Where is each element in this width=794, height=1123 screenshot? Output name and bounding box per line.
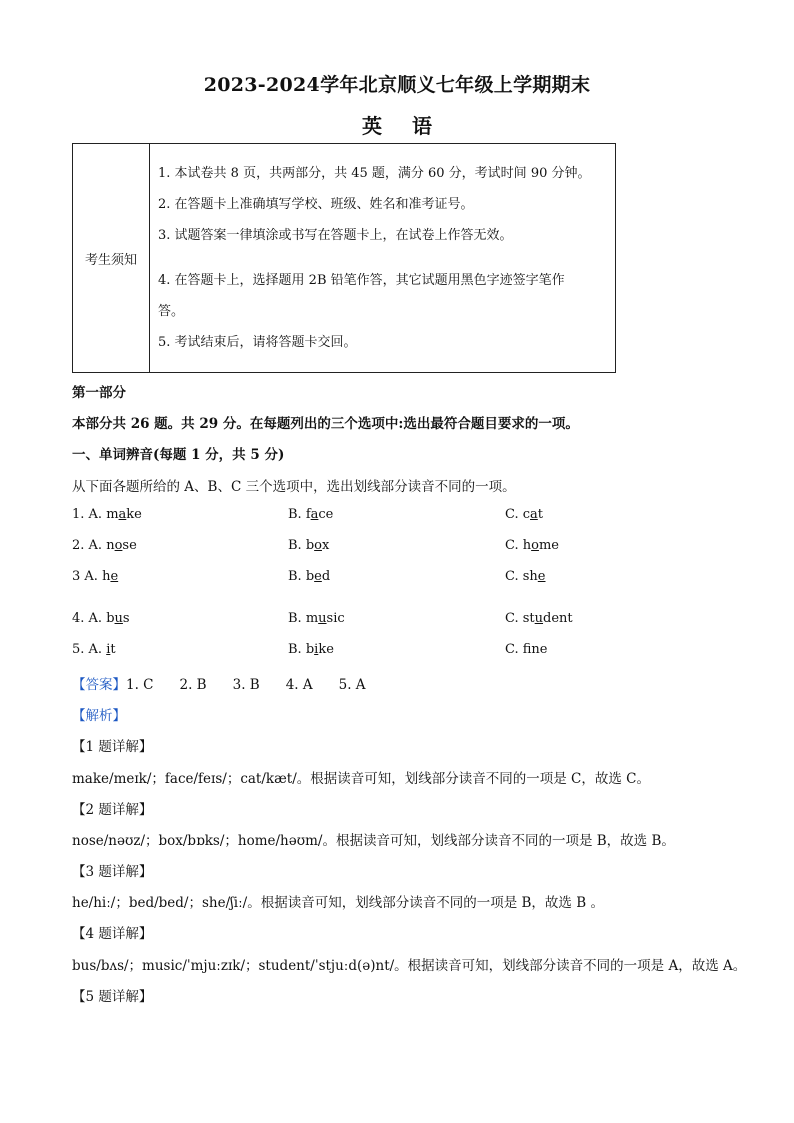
notice-content (150, 144, 616, 373)
option-c-text: C. f (505, 642, 532, 657)
question-row (72, 611, 130, 626)
option-b (288, 642, 334, 657)
notice-item: 2. 在答题卡上准确填写学校、班级、姓名和准考证号。 (158, 197, 474, 212)
answer-value: 3. B (232, 677, 260, 693)
option-c-rest: me (538, 538, 559, 553)
option-c-rest: t (537, 507, 544, 522)
notice-item: 1. 本试卷共 8 页，共两部分，共 45 题，满分 60 分，考试时间 90 分钟。 (158, 166, 591, 181)
question-row (72, 507, 142, 522)
answer-value: 5. A (338, 677, 366, 693)
option-a-text: A. (88, 642, 107, 657)
option-b-text: B. m (288, 611, 319, 626)
underlined-letter: e (314, 569, 322, 584)
answer-tag: 【答案】 (72, 677, 126, 693)
option-c (505, 569, 546, 584)
option-b (288, 538, 329, 553)
notice-item: 答。 (158, 304, 185, 319)
subject-title: 英语 (362, 114, 462, 138)
option-a-text: A. b (88, 611, 115, 626)
notice-table (72, 143, 616, 373)
detail-text: bus/bʌs/；music/ˈmjuːzɪk/；student/ˈstjuːd(ə)nt/。根据读音可知，划线部分读音不同的一项是 A，故选 A。 (72, 958, 747, 974)
analysis-tag: 【解析】 (72, 708, 126, 724)
part-instruction: 本部分共 26 题。共 29 分。在每题列出的三个选项中:选出最符合题目要求的一项。 (72, 416, 579, 432)
option-b-rest: x (321, 538, 330, 553)
option-c (505, 642, 548, 657)
question-row (72, 538, 137, 553)
underlined-letter: a (530, 507, 538, 522)
option-b-text: B. f (288, 507, 311, 522)
detail-title: 【5 题详解】 (72, 989, 153, 1005)
detail-text: make/meɪk/；face/feɪs/；cat/kæt/。根据读音可知，划线部分读音不同的一项是 C，故选 C。 (72, 771, 650, 787)
underlined-letter: a (118, 507, 127, 522)
question-row (72, 642, 116, 657)
underlined-letter: e (110, 569, 119, 584)
detail-title: 【2 题详解】 (72, 802, 153, 818)
underlined-letter: i (314, 642, 319, 657)
option-b-text: B. b (288, 538, 315, 553)
option-c-rest: dent (543, 611, 573, 626)
option-c-text: C. h (505, 538, 532, 553)
underlined-letter: o (531, 538, 539, 553)
question-number: 4. (72, 611, 85, 626)
answer-value: 1. C (126, 677, 154, 693)
option-b-rest: ke (318, 642, 334, 657)
answer-value: 4. A (285, 677, 313, 693)
underlined-letter: e (537, 569, 546, 584)
option-a-text: A. h (84, 569, 111, 584)
notice-label: 考生须知 (73, 144, 150, 373)
notice-item: 4. 在答题卡上，选择题用 2B 铅笔作答，其它试题用黑色字迹签字笔作 (158, 273, 565, 288)
option-c (505, 538, 559, 553)
option-c-rest: ne (531, 642, 548, 657)
option-c (505, 507, 543, 522)
detail-title: 【4 题详解】 (72, 926, 153, 942)
option-a-rest: se (122, 538, 137, 553)
option-b-text: B. b (288, 642, 315, 657)
question-number: 3 (72, 569, 81, 584)
detail-title: 【1 题详解】 (72, 739, 153, 755)
option-b (288, 569, 330, 584)
answer-value: 2. B (179, 677, 207, 693)
option-b-rest: ce (318, 507, 334, 522)
option-a-text: A. n (88, 538, 115, 553)
option-b (288, 507, 333, 522)
exam-title: 2023-2024学年北京顺义七年级上学期期末 (203, 74, 591, 96)
underlined-letter: a (310, 507, 319, 522)
underlined-letter: u (534, 611, 544, 626)
detail-title: 【3 题详解】 (72, 864, 153, 880)
part-heading: 第一部分 (72, 385, 126, 401)
option-c (505, 611, 573, 626)
option-b-rest: d (321, 569, 331, 584)
option-c-text: C. c (505, 507, 531, 522)
option-a-rest: s (122, 611, 130, 626)
question-row (72, 569, 118, 584)
underlined-letter: u (114, 611, 123, 626)
option-c-text: C. st (505, 611, 535, 626)
option-a-text: A. m (88, 507, 119, 522)
question-number: 5. (72, 642, 85, 657)
section-instruction: 从下面各题所给的 A、B、C 三个选项中，选出划线部分读音不同的一项。 (72, 479, 516, 495)
question-number: 1. (72, 507, 85, 522)
underlined-letter: u (318, 611, 327, 626)
option-b-text: B. b (288, 569, 315, 584)
underlined-letter: o (314, 538, 322, 553)
notice-item: 5. 考试结束后，请将答题卡交回。 (158, 335, 357, 350)
option-b-rest: sic (326, 611, 345, 626)
option-b (288, 611, 345, 626)
option-a-rest: t (110, 642, 116, 657)
section-title: 一、单词辨音(每题 1 分，共 5 分) (72, 447, 285, 463)
notice-item: 3. 试题答案一律填涂或书写在答题卡上，在试卷上作答无效。 (158, 228, 513, 243)
underlined-letter: i (106, 642, 111, 657)
answer-line (72, 673, 392, 693)
option-c-text: C. sh (505, 569, 538, 584)
detail-text: nose/nəʊz/；box/bɒks/；home/həʊm/。根据读音可知，划线部分读音不同的一项是 B，故选 B。 (72, 833, 675, 849)
underlined-letter: o (114, 538, 123, 553)
option-a-rest: ke (126, 507, 142, 522)
detail-text: he/hiː/；bed/bed/；she/ʃiː/。根据读音可知，划线部分读音不同的一项是 B，故选 B 。 (72, 895, 604, 911)
question-number: 2. (72, 538, 85, 553)
